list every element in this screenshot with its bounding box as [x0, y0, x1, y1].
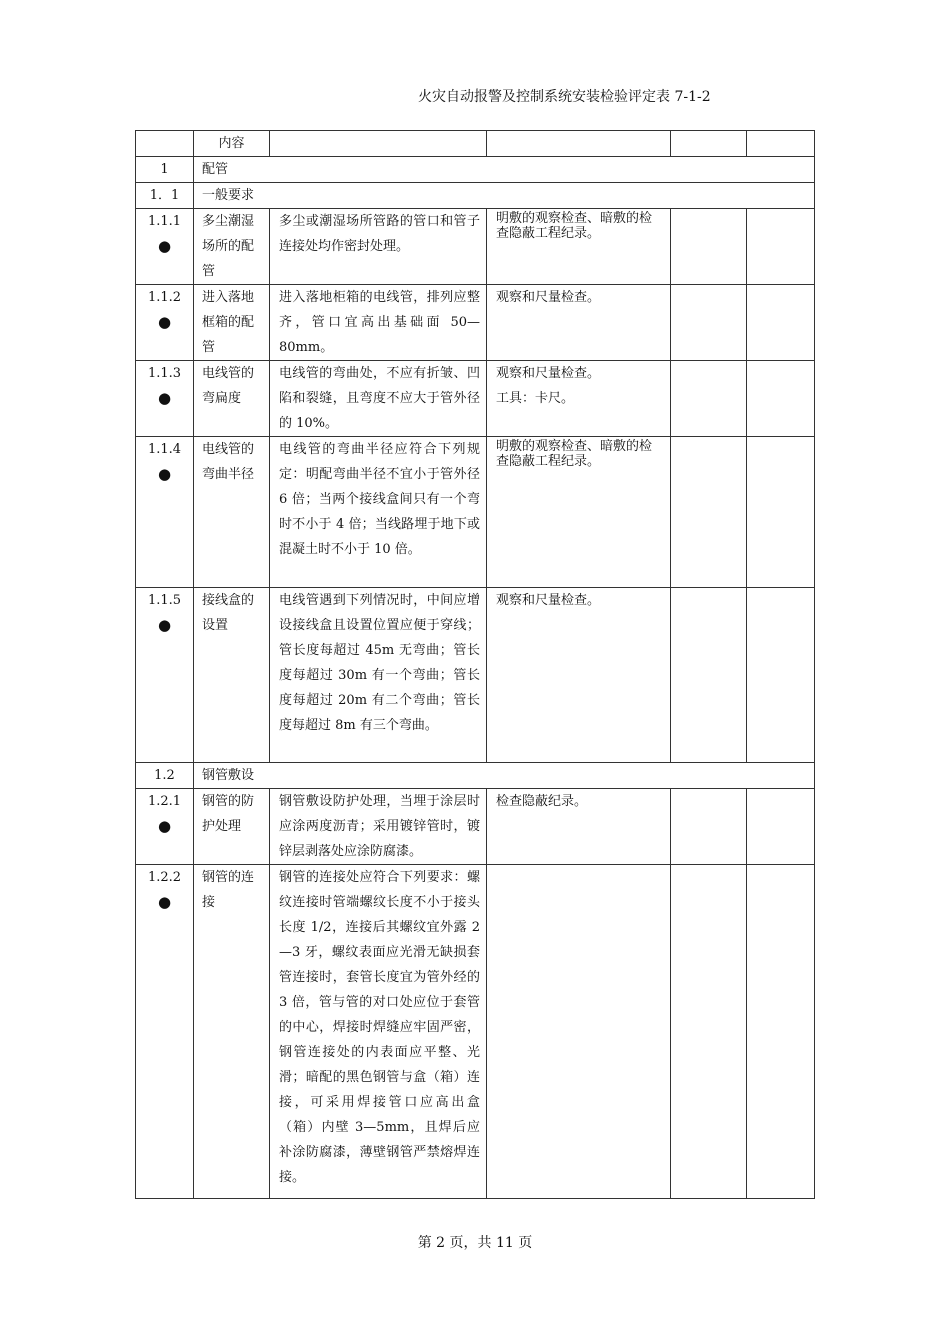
header-cell-method	[487, 131, 671, 157]
remark-cell	[747, 865, 815, 1199]
header-cell-remark	[747, 131, 815, 157]
item-number-cell	[136, 789, 194, 865]
item-number-cell	[136, 285, 194, 361]
inspection-method: 观察和尺量检查。	[487, 285, 671, 361]
quality-requirement: 电线管的弯曲半径应符合下列规定：明配弯曲半径不宜小于管外径 6 倍；当两个接线盒间只有一个弯时不小于 4 倍；当线路埋于地下或混凝土时不小于 10 倍。	[270, 437, 487, 588]
section-number: 1	[136, 157, 194, 183]
inspection-method: 观察和尺量检查。 工具：卡尺。	[487, 361, 671, 437]
table-header-row	[136, 131, 815, 157]
quality-requirement: 钢管的连接处应符合下列要求：螺纹连接时管端螺纹长度不小于接头长度 1/2，连接后其螺纹宜外露 2—3 牙，螺纹表面应光滑无缺损套管连接时，套管长度宜为管外经的 3 倍，管与管的对口处应位于套管的中心，焊接时焊缝应牢固严密，钢管连接处的内表面应平整、光滑；暗配的黑色钢管与盒（箱）连接，可采用焊接管口应高出盒（箱）内壁 3—5mm，且焊后应补涂防腐漆，薄壁钢管严禁熔焊连接。	[270, 865, 487, 1199]
quality-requirement: 多尘或潮湿场所管路的管口和管子连接处均作密封处理。	[270, 209, 487, 285]
section-title: 一般要求	[194, 183, 815, 209]
key-item-bullet-icon: ●	[157, 465, 172, 483]
item-name: 进入落地框箱的配管	[194, 285, 270, 361]
inspection-method: 明敷的观察检查、暗敷的检查隐蔽工程纪录。	[487, 209, 671, 285]
item-number: 1.2.2	[147, 870, 182, 885]
result-cell	[671, 361, 747, 437]
item-name: 电线管的弯扁度	[194, 361, 270, 437]
item-number-cell	[136, 588, 194, 763]
item-name: 接线盒的设置	[194, 588, 270, 763]
item-row	[136, 209, 815, 285]
item-number: 1.1.5	[147, 593, 182, 608]
result-cell	[671, 789, 747, 865]
section-row	[136, 183, 815, 209]
item-number-cell	[136, 437, 194, 588]
section-row	[136, 157, 815, 183]
item-number-cell	[136, 209, 194, 285]
inspection-method	[487, 865, 671, 1199]
result-cell	[671, 209, 747, 285]
section-number: 1.2	[136, 763, 194, 789]
key-item-bullet-icon: ●	[157, 817, 172, 835]
key-item-bullet-icon: ●	[157, 893, 172, 911]
remark-cell	[747, 437, 815, 588]
section-row	[136, 763, 815, 789]
item-number-cell	[136, 865, 194, 1199]
item-row	[136, 361, 815, 437]
item-row	[136, 285, 815, 361]
item-row	[136, 437, 815, 588]
header-cell-result	[671, 131, 747, 157]
result-cell	[671, 865, 747, 1199]
item-row	[136, 588, 815, 763]
key-item-bullet-icon: ●	[157, 313, 172, 331]
item-name: 多尘潮湿场所的配管	[194, 209, 270, 285]
quality-requirement: 进入落地柜箱的电线管，排列应整齐，管口宜高出基础面 50—80mm。	[270, 285, 487, 361]
result-cell	[671, 588, 747, 763]
item-name: 钢管的连接	[194, 865, 270, 1199]
inspection-method: 检查隐蔽纪录。	[487, 789, 671, 865]
key-item-bullet-icon: ●	[157, 616, 172, 634]
section-number: 1．1	[136, 183, 194, 209]
header-cell-content: 内容	[194, 131, 270, 157]
item-name: 钢管的防护处理	[194, 789, 270, 865]
section-title: 钢管敷设	[194, 763, 815, 789]
item-name: 电线管的弯曲半径	[194, 437, 270, 588]
item-row	[136, 789, 815, 865]
item-number: 1.1.1	[147, 214, 182, 229]
item-number: 1.1.3	[147, 366, 182, 381]
key-item-bullet-icon: ●	[157, 237, 172, 255]
section-title: 配管	[194, 157, 815, 183]
remark-cell	[747, 588, 815, 763]
inspection-table	[135, 130, 815, 1199]
item-row	[136, 865, 815, 1199]
header-cell-requirement	[270, 131, 487, 157]
remark-cell	[747, 209, 815, 285]
document-title: 火灾自动报警及控制系统安装检验评定表 7-1-2	[418, 89, 711, 105]
result-cell	[671, 437, 747, 588]
remark-cell	[747, 789, 815, 865]
key-item-bullet-icon: ●	[157, 389, 172, 407]
item-number-cell	[136, 361, 194, 437]
quality-requirement: 电线管的弯曲处，不应有折皱、凹陷和裂缝，且弯度不应大于管外径的 10%。	[270, 361, 487, 437]
quality-requirement: 钢管敷设防护处理，当埋于涂层时应涂两度沥青；采用镀锌管时，镀锌层剥落处应涂防腐漆。	[270, 789, 487, 865]
page-number: 第 2 页，共 11 页	[417, 1235, 533, 1251]
inspection-method: 明敷的观察检查、暗敷的检查隐蔽工程纪录。	[487, 437, 671, 588]
quality-requirement: 电线管遇到下列情况时，中间应增设接线盒且设置位置应便于穿线；管长度每超过 45m 无弯曲；管长度每超过 30m 有一个弯曲；管长度每超过 20m 有二个弯曲；管长度每超过 8m 有三个弯曲。	[270, 588, 487, 763]
item-number: 1.1.2	[147, 290, 182, 305]
item-number: 1.1.4	[147, 442, 182, 457]
item-number: 1.2.1	[147, 794, 182, 809]
remark-cell	[747, 285, 815, 361]
inspection-method: 观察和尺量检查。	[487, 588, 671, 763]
header-cell-no	[136, 131, 194, 157]
result-cell	[671, 285, 747, 361]
remark-cell	[747, 361, 815, 437]
